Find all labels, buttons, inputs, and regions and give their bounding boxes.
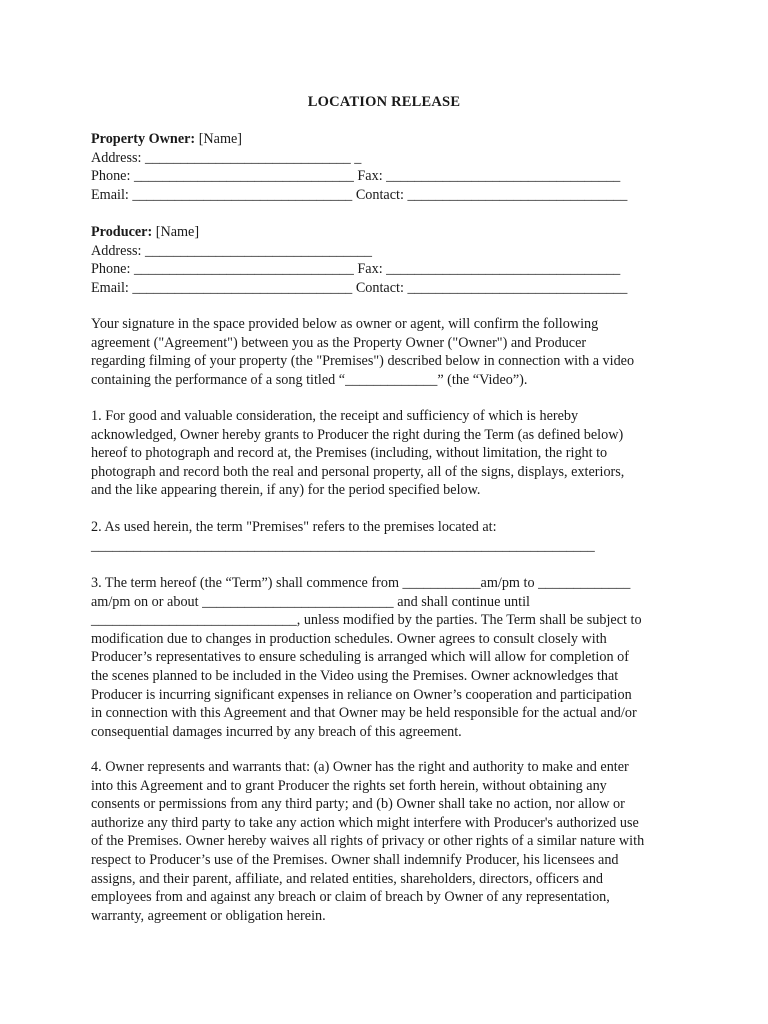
- clause-3: [91, 574, 691, 741]
- intro-line: agreement ("Agreement") between you as the Property Owner ("Owner") and Producer: [91, 334, 587, 351]
- owner-phone-fax-line: Phone: _______________________________ Fax: _________________________________: [91, 168, 621, 185]
- producer-address-line: Address: ________________________________: [91, 242, 372, 259]
- clause-1-line: hereof to photograph and record at, the Premises (including, without limitation, the right to: [91, 445, 608, 462]
- clause-4-line: assigns, and their parent, affiliate, and related entities, shareholders, directors, officers and: [91, 870, 604, 887]
- producer-name: [Name]: [152, 224, 200, 240]
- premises-blank-line: _______________________________________________________________________: [91, 537, 595, 554]
- producer-email-contact-line: Email: _______________________________ Contact: _______________________________: [91, 279, 628, 296]
- clause-2: [91, 518, 691, 555]
- clause-4-line: consents or permissions from any third party; and (b) Owner shall take no action, nor allow or: [91, 796, 625, 813]
- clause-3-line: Producer’s representatives to ensure scheduling is arranged which will allow for completion of: [91, 649, 629, 666]
- clause-4-line: of the Premises. Owner hereby waives all rights of privacy or other rights of a similar nature with: [91, 833, 645, 850]
- clause-3-line: Producer is incurring significant expenses in reliance on Owner’s cooperation and participation: [91, 686, 632, 703]
- clause-3-line: am/pm on or about ___________________________ and shall continue until: [91, 593, 530, 610]
- producer-section: [91, 223, 691, 297]
- clause-4-line: authorize any third party to take any action which might interfere with Producer's authorized use: [91, 814, 639, 831]
- intro-line: regarding filming of your property (the "Premises") described below in connection with a video: [91, 353, 635, 370]
- intro-paragraph: [91, 315, 691, 389]
- clause-3-line: modification due to changes in production schedules. Owner agrees to consult closely with: [91, 630, 607, 647]
- clause-4-line: 4. Owner represents and warrants that: (a) Owner has the right and authority to make and enter: [91, 759, 629, 775]
- producer-name-line: [91, 223, 691, 242]
- clause-1: [91, 407, 691, 500]
- intro-line: Your signature in the space provided below as owner or agent, will confirm the following: [91, 316, 599, 332]
- clause-1-line: and the like appearing therein, if any) for the period specified below.: [91, 482, 481, 499]
- clause-4-line: into this Agreement and to grant Producer the rights set forth herein, without obtaining any: [91, 777, 607, 794]
- owner-name-line: [91, 130, 691, 149]
- clause-4-line: employees from and against any breach or claim of breach by Owner of any representation,: [91, 889, 610, 906]
- clause-4: [91, 758, 691, 925]
- owner-address-line: Address: _____________________________ _: [91, 149, 362, 166]
- clause-3-line: 3. The term hereof (the “Term”) shall commence from ___________am/pm to _____________: [91, 575, 631, 591]
- producer-heading: Producer:: [91, 224, 153, 240]
- owner-name: [Name]: [195, 131, 243, 147]
- intro-line: containing the performance of a song titled “_____________” (the “Video”).: [91, 371, 528, 388]
- document-title: LOCATION RELEASE: [307, 94, 461, 110]
- producer-phone-fax-line: Phone: _______________________________ Fax: _________________________________: [91, 261, 621, 278]
- clause-3-line: in connection with this Agreement and that Owner may be held responsible for the actual and/or: [91, 705, 637, 722]
- clause-3-line: consequential damages incurred by any breach of this agreement.: [91, 723, 462, 740]
- clause-1-line: photograph and record both the real and personal property, all of the signs, displays, exteriors,: [91, 463, 625, 480]
- clause-2-line: 2. As used herein, the term "Premises" refers to the premises located at:: [91, 519, 497, 535]
- clause-1-line: acknowledged, Owner hereby grants to Producer the right during the Term (as defined below): [91, 426, 624, 443]
- clause-4-line: respect to Producer’s use of the Premises. Owner shall indemnify Producer, his licensees and: [91, 851, 619, 868]
- property-owner-section: [91, 130, 691, 204]
- clause-3-line: the scenes planned to be included in the Video using the Premises. Owner acknowledges that: [91, 667, 619, 684]
- owner-email-contact-line: Email: _______________________________ Contact: _______________________________: [91, 186, 628, 203]
- clause-3-line: _____________________________, unless modified by the parties. The Term shall be subject to: [91, 612, 642, 629]
- clause-1-line: 1. For good and valuable consideration, the receipt and sufficiency of which is hereby: [91, 408, 579, 424]
- owner-heading: Property Owner:: [91, 131, 196, 147]
- clause-4-line: warranty, agreement or obligation herein.: [91, 907, 326, 924]
